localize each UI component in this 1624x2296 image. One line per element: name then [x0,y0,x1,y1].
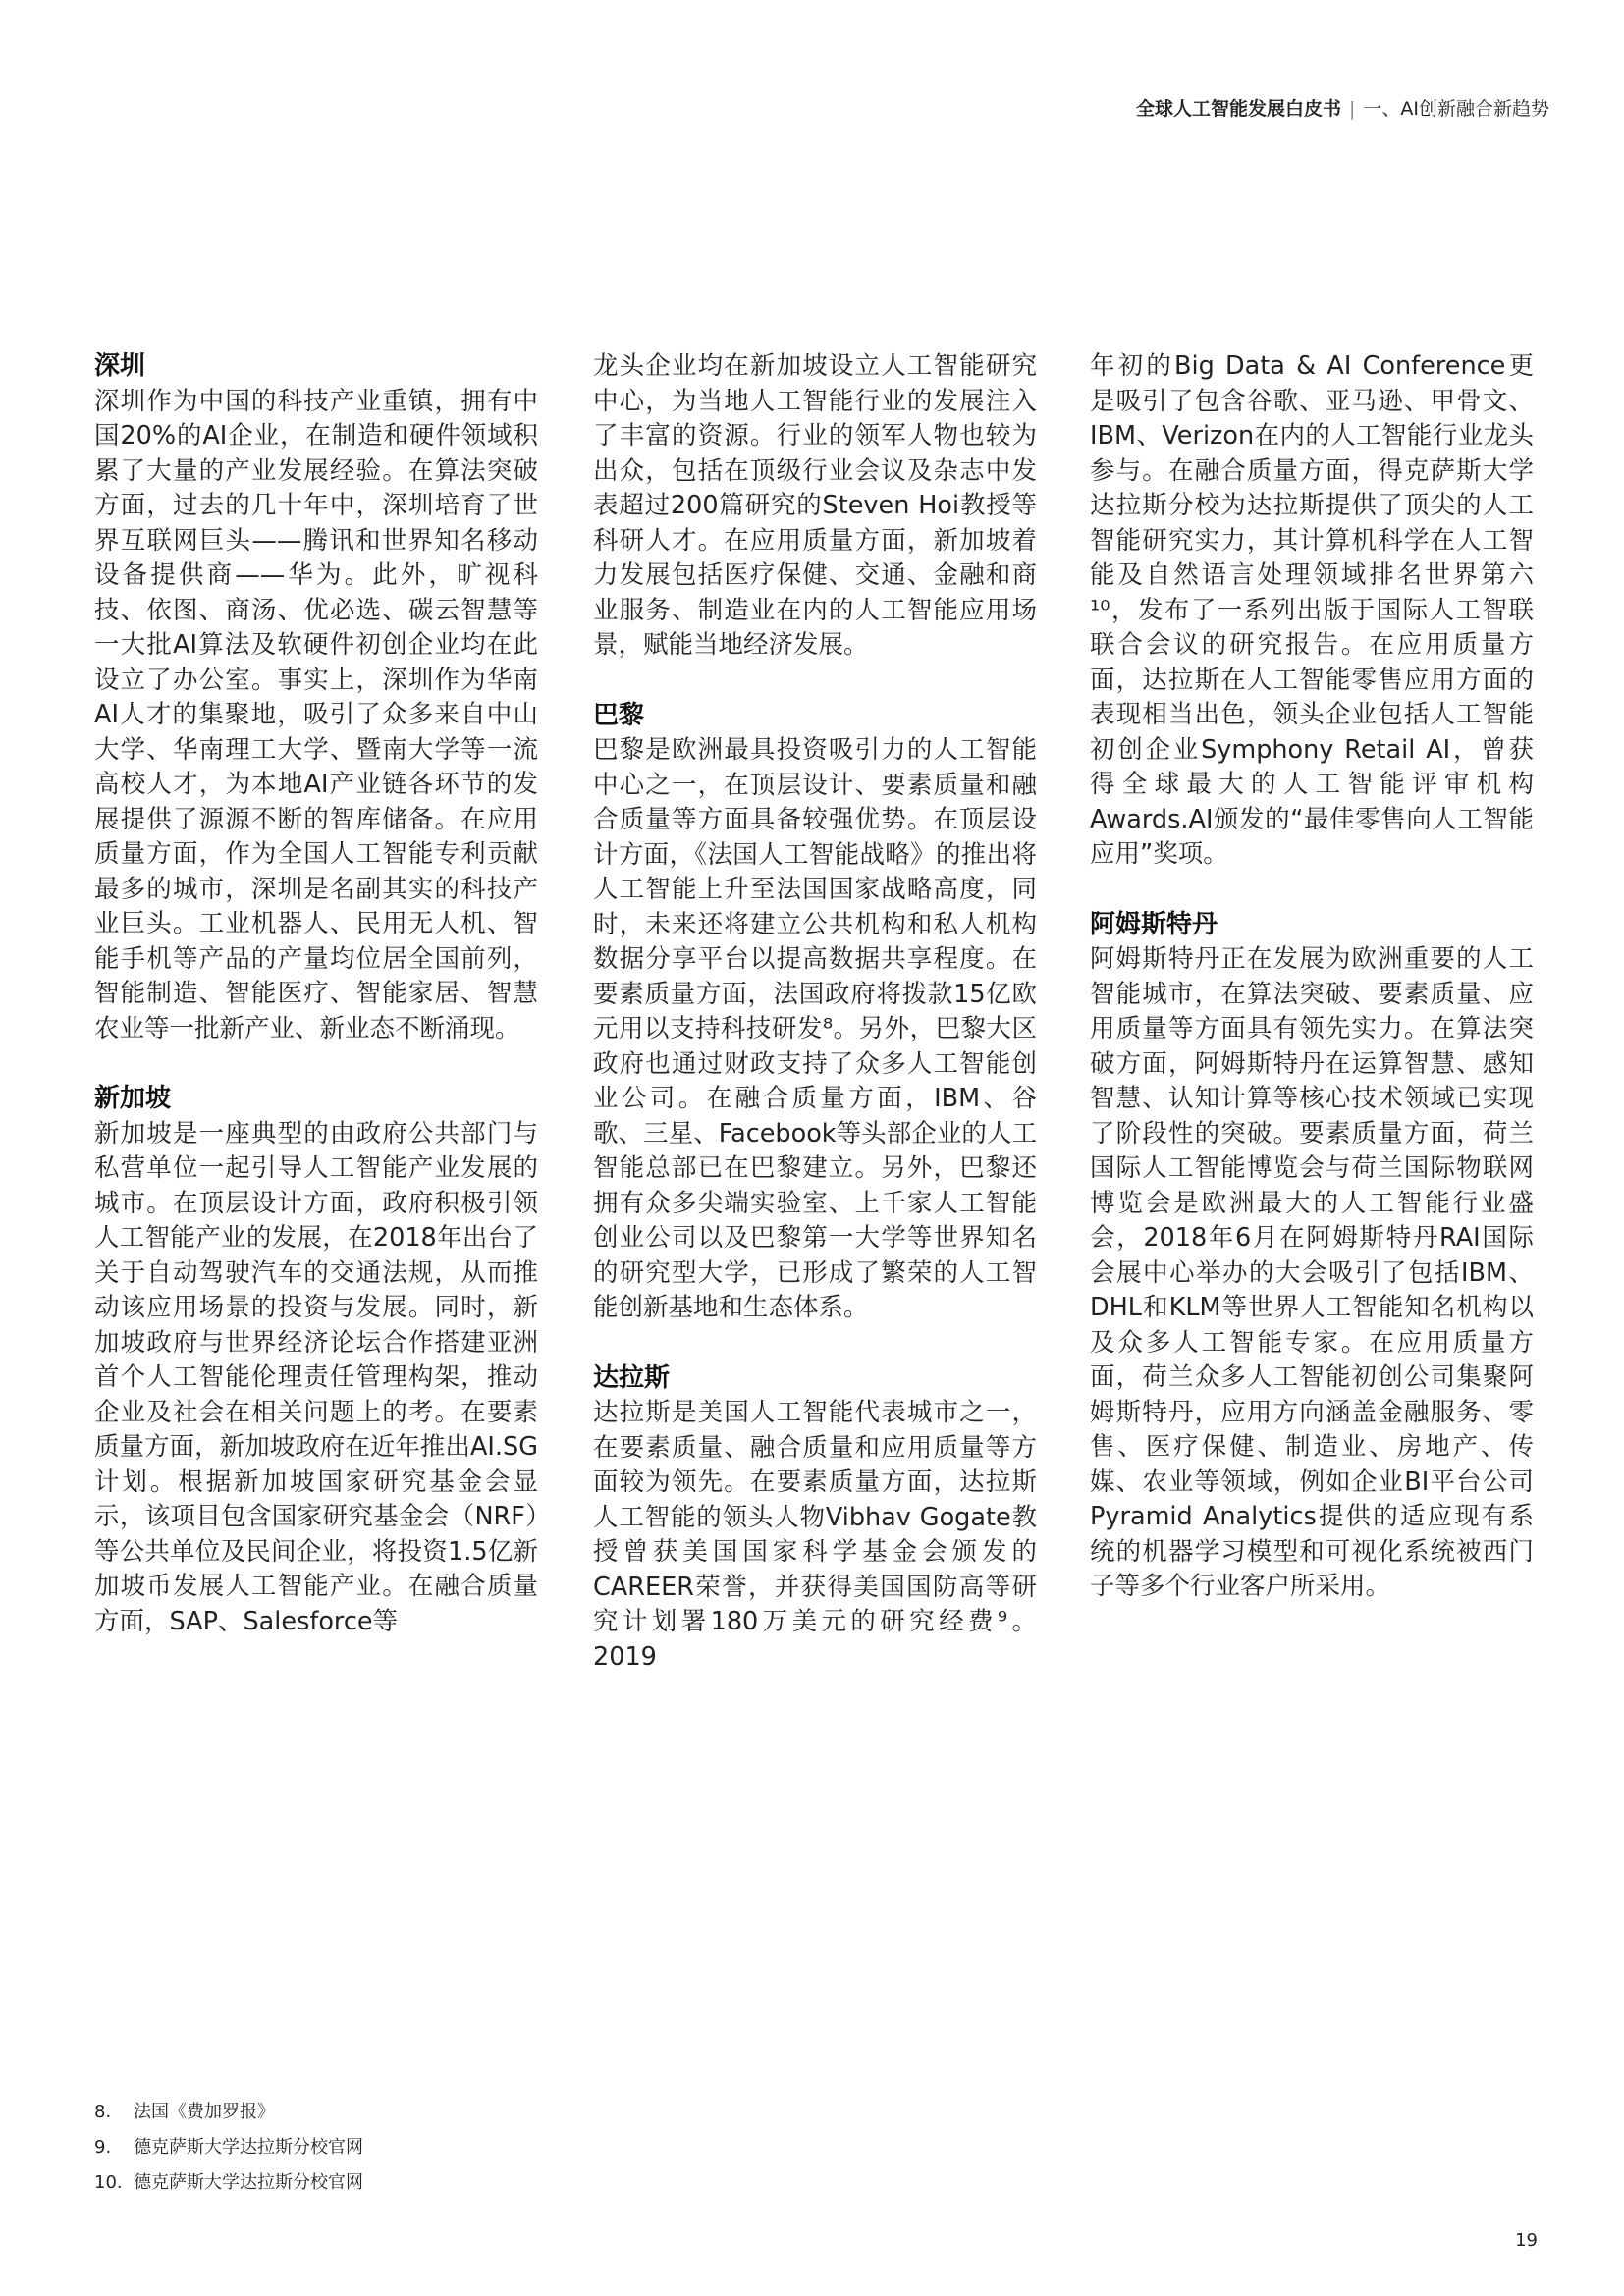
footnote-number: 10. [94,2172,123,2193]
heading-paris: 巴黎 [593,700,645,730]
footnote-number: 9. [94,2137,112,2158]
page-number: 19 [1515,2230,1538,2251]
footnote-9 [94,2130,363,2165]
heading-dallas: 达拉斯 [593,1362,671,1393]
heading-amsterdam: 阿姆斯特丹 [1090,909,1218,939]
text-column-1 [94,349,538,1639]
text-column-3 [1090,349,1534,1605]
header-separator: | [1348,98,1356,120]
paragraph-amsterdam: 阿姆斯特丹正在发展为欧洲重要的人工智能城市，在算法突破、要素质量、应用质量等方面具有领先实力。在算法突破方面，阿姆斯特丹在运算智慧、感知智慧、认知计算等核心技术领域已实现了阶段性的突破。要素质量方面，荷兰国际人工智能博览会与荷兰国际物联网博览会是欧洲最大的人工智能行业盛会，2018年6月在阿姆斯特丹RAI国际会展中心举办的大会吸引了包括IBM、DHL和KLM等世界人工智能知名机构以及众多人工智能专家。在应用质量方面，荷兰众多人工智能初创公司集聚阿姆斯特丹，应用方向涵盖金融服务、零售、医疗保健、制造业、房地产、传媒、农业等领域，例如企业BI平台公司Pyramid Analytics提供的适应现有系统的机器学习模型和可视化系统被西门子等多个行业客户所采用。 [1090,944,1534,1601]
running-header [1136,94,1549,121]
paragraph-dallas: 达拉斯是美国人工智能代表城市之一，在要素质量、融合质量和应用质量等方面较为领先。在要素质量方面，达拉斯人工智能的领头人物Vibhav Gogate教授曾获美国国家科学基金会颁发的CAREER荣誉，并获得美国国防高等研究计划署180万美元的研究经费⁹。2019 [593,1398,1037,1672]
heading-shenzhen: 深圳 [94,351,146,381]
document-title: 全球人工智能发展白皮书 [1135,98,1341,120]
footnote-text: 法国《费加罗报》 [134,2102,275,2122]
paragraph-paris: 巴黎是欧洲最具投资吸引力的人工智能中心之一，在顶层设计、要素质量和融合质量等方面具备较强优势。在顶层设计方面，《法国人工智能战略》的推出将人工智能上升至法国国家战略高度，同时，未来还将建立公共机构和私人机构数据分享平台以提高数据共享程度。在要素质量方面，法国政府将拨款15亿欧元用以支持科技研发⁸。另外，巴黎大区政府也通过财政支持了众多人工智能创业公司。在融合质量方面，IBM、谷歌、三星、Facebook等头部企业的人工智能总部已在巴黎建立。另外，巴黎还拥有众多尖端实验室、上千家人工智能创业公司以及巴黎第一大学等世界知名的研究型大学，已形成了繁荣的人工智能创新基地和生态体系。 [593,735,1037,1322]
paragraph-singapore-continued: 龙头企业均在新加坡设立人工智能研究中心，为当地人工智能行业的发展注入了丰富的资源。行业的领军人物也较为出众，包括在顶级行业会议及杂志中发表超过200篇研究的Steven Hoi教授等科研人才。在应用质量方面，新加坡着力发展包括医疗保健、交通、金融和商业服务、制造业在内的人工智能应用场景，赋能当地经济发展。 [593,351,1037,660]
footnote-text: 德克萨斯大学达拉斯分校官网 [134,2172,363,2193]
footnote-number: 8. [94,2102,112,2122]
paragraph-dallas-continued: 年初的Big Data & AI Conference更是吸引了包含谷歌、亚马逊、甲骨文、IBM、Verizon在内的人工智能行业龙头参与。在融合质量方面，得克萨斯大学达拉斯分校为达拉斯提供了顶尖的人工智能研究实力，其计算机科学在人工智能及自然语言处理领域排名世界第六¹⁰，发布了一系列出版于国际人工智联联合会议的研究报告。在应用质量方面，达拉斯在人工智能零售应用方面的表现相当出色，领头企业包括人工智能初创企业Symphony Retail AI，曾获得全球最大的人工智能评审机构Awards.AI颁发的“最佳零售向人工智能应用”奖项。 [1090,351,1534,869]
footnote-8 [94,2095,363,2130]
section-title: 一、AI创新融合新趋势 [1363,98,1549,120]
paragraph-singapore: 新加坡是一座典型的由政府公共部门与私营单位一起引导人工智能产业发展的城市。在顶层设计方面，政府积极引领人工智能产业的发展，在2018年出台了关于自动驾驶汽车的交通法规，从而推动该应用场景的投资与发展。同时，新加坡政府与世界经济论坛合作搭建亚洲首个人工智能伦理责任管理构架，推动企业及社会在相关问题上的考。在要素质量方面，新加坡政府在近年推出AI.SG计划。根据新加坡国家研究基金会显示，该项目包含国家研究基金会（NRF）等公共单位及民间企业，将投资1.5亿新加坡币发展人工智能产业。在融合质量方面，SAP、Salesforce等 [94,1118,538,1636]
footnote-text: 德克萨斯大学达拉斯分校官网 [134,2137,363,2158]
heading-singapore: 新加坡 [94,1084,172,1113]
footnotes [94,2095,363,2201]
text-column-2 [593,349,1037,1675]
footnote-10 [94,2165,363,2201]
paragraph-shenzhen: 深圳作为中国的科技产业重镇，拥有中国20%的AI企业，在制造和硬件领域积累了大量的产业发展经验。在算法突破方面，过去的几十年中，深圳培育了世界互联网巨头——腾讯和世界知名移动设备提供商——华为。此外，旷视科技、依图、商汤、优必选、碳云智慧等一大批AI算法及软硬件初创企业均在此设立了办公室。事实上，深圳作为华南AI人才的集聚地，吸引了众多来自中山大学、华南理工大学、暨南大学等一流高校人才，为本地AI产业链各环节的发展提供了源源不断的智库储备。在应用质量方面，作为全国人工智能专利贡献最多的城市，深圳是名副其实的科技产业巨头。工业机器人、民用无人机、智能手机等产品的产量均位居全国前列，智能制造、智能医疗、智能家居、智慧农业等一批新产业、新业态不断涌现。 [94,386,538,1043]
